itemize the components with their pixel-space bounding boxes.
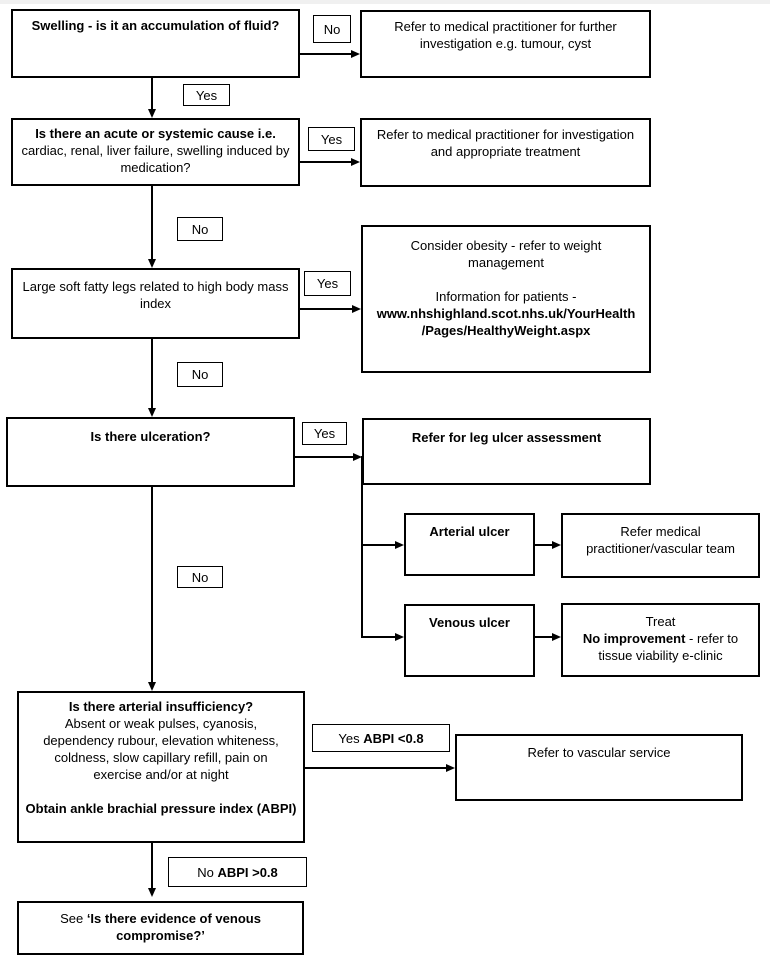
label-yes-abpi-prefix: Yes [338,730,364,746]
arrow-abpi-no-head [148,888,156,897]
arrow-ulceration-no-line [151,487,153,682]
arrow-fatty-yes-head [352,305,361,313]
arrow-ulceration-no-head [148,682,156,691]
label-yes-2-text: Yes [320,131,343,147]
arrow-acute-no-line [151,186,153,259]
node-leg-ulcer-assessment [362,418,651,485]
node-venous-compromise-prefix: See [60,911,87,926]
node-refer-treatment [360,118,651,187]
node-acute-systemic-question [11,118,300,186]
label-no-3-text: No [191,367,209,382]
node-obesity-line1: Consider obesity - refer to weight management [410,238,602,270]
arrow-to-arterial-ulcer-head [395,541,404,549]
node-obesity-url-line2: /Pages/HealthyWeight.aspx [421,323,591,338]
arrow-abpi-no-line [151,843,153,888]
label-yes-4 [302,422,347,445]
arrow-swelling-no-line [300,53,351,55]
label-yes-1 [183,84,230,106]
label-yes-2 [308,127,355,151]
label-yes-abpi-value: ABPI <0.8 [363,730,424,746]
node-venous-ulcer [404,604,535,677]
label-no-3 [177,362,223,387]
label-yes-abpi [312,724,450,752]
node-obesity-url-line1: www.nhshighland.scot.nhs.uk/YourHealth [376,306,636,321]
arrow-arterial-to-team-head [552,541,561,549]
node-acute-body: cardiac, renal, liver failure, swelling induced by medication? [21,143,290,175]
arrow-fatty-no-head [148,408,156,417]
arrow-acute-yes-head [351,158,360,166]
arrow-swelling-yes-line [151,78,153,109]
node-swelling-question [11,9,300,78]
node-arterial-ulcer [404,513,535,576]
node-arterial-ulcer-text: Arterial ulcer [429,524,510,539]
node-treat [561,603,760,677]
node-fatty-legs-text: Large soft fatty legs related to high body mass index [22,279,289,311]
label-no-2 [177,217,223,241]
node-refer-vascular-team [561,513,760,578]
connector-ulcer-branch-line [361,456,363,638]
label-yes-4-text: Yes [313,426,336,441]
arrow-venous-to-treat-line [535,636,552,638]
node-vascular-service-text: Refer to vascular service [527,745,671,760]
node-fatty-legs-question [11,268,300,339]
arrow-acute-no-head [148,259,156,268]
node-vascular-service [455,734,743,801]
node-treat-line1: Treat [645,614,676,629]
node-obesity-weight-management [361,225,651,373]
node-treat-line2 [571,630,750,664]
arrow-to-venous-ulcer-line [362,636,395,638]
arrow-to-venous-ulcer-head [395,633,404,641]
node-swelling-text: Swelling - is it an accumulation of fluid? [31,18,280,33]
node-obesity-line2: Information for patients - [435,289,577,304]
label-no-4 [177,566,223,588]
arrow-venous-to-treat-head [552,633,561,641]
node-venous-compromise-bold: ‘Is there evidence of venous compromise?’ [86,911,261,943]
node-arterial-insufficiency-abpi: Obtain ankle brachial pressure index (ABPI) [25,801,297,816]
arrow-fatty-no-line [151,339,153,408]
node-acute-title: Is there an acute or systemic cause i.e. [35,126,276,141]
node-venous-ulcer-text: Venous ulcer [429,615,510,630]
node-treat-rest: - refer to tissue viability e-clinic [598,631,739,663]
node-refer-treatment-text: Refer to medical practitioner for investigation and appropriate treatment [376,127,635,159]
label-no-2-text: No [191,221,209,237]
node-ulceration-question [6,417,295,487]
node-arterial-insufficiency-title: Is there arterial insufficiency? [68,699,254,714]
arrow-fatty-yes-line [300,308,352,310]
arrow-acute-yes-line [300,161,351,163]
arrow-arterial-to-team-line [535,544,552,546]
arrow-abpi-yes-line [305,767,446,769]
arrow-ulceration-yes-line [295,456,353,458]
label-no-abpi-prefix: No [197,864,218,880]
label-yes-3-text: Yes [316,276,339,291]
node-refer-further-text: Refer to medical practitioner for further investigation e.g. tumour, cyst [394,19,617,51]
node-refer-vascular-team-text: Refer medical practitioner/vascular team [586,524,735,556]
node-ulceration-text: Is there ulceration? [90,429,211,444]
node-refer-further-investigation [360,10,651,78]
arrow-abpi-yes-head [446,764,455,772]
label-no-abpi-value: ABPI >0.8 [217,864,278,880]
arrow-swelling-no-head [351,50,360,58]
node-leg-ulcer-text: Refer for leg ulcer assessment [411,430,602,445]
label-no-1 [313,15,351,43]
node-arterial-insufficiency [17,691,305,843]
node-venous-compromise [17,901,304,955]
node-arterial-insufficiency-body: Absent or weak pulses, cyanosis, dependency rubour, elevation whiteness, coldness, slow capillary refill, pain on exercise and/or at night [43,716,279,782]
label-yes-1-text: Yes [195,87,218,103]
label-no-1-text: No [323,21,341,37]
label-no-abpi [168,857,307,887]
window-top-strip [0,0,770,4]
node-treat-bold: No improvement [582,631,686,646]
arrow-to-arterial-ulcer-line [362,544,395,546]
arrow-swelling-yes-head [148,109,156,118]
label-yes-3 [304,271,351,296]
label-no-4-text: No [191,569,209,585]
